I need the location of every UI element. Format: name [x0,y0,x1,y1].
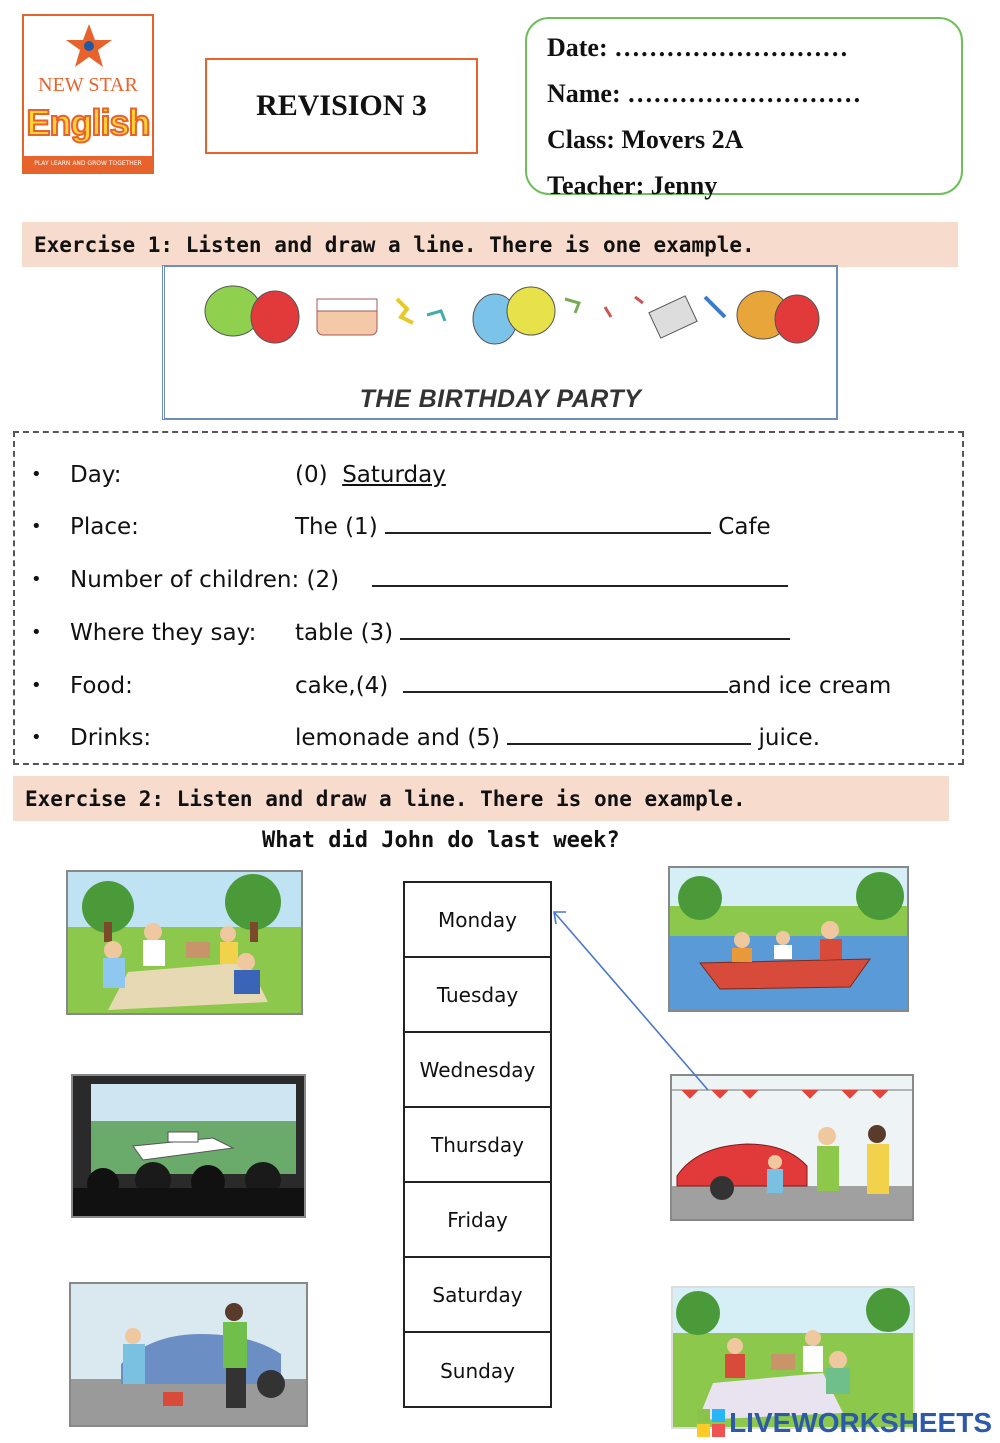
exercise2-heading: Exercise 2: Listen and draw a line. There is one example. [13,776,949,821]
party-details-list [13,431,964,765]
day-monday[interactable]: Monday [405,883,550,958]
cinema-picture[interactable] [71,1074,306,1218]
example-answer-line [540,900,720,1100]
birthday-banner [162,265,838,420]
days-column [403,881,552,1408]
answer-blank-1[interactable] [385,508,711,534]
student-info-box [525,17,963,200]
liveworksheets-logo-icon [697,1409,725,1437]
logo-tagline: PLAY LEARN AND GROW TOGETHER [24,156,152,172]
day-tuesday[interactable]: Tuesday [405,958,550,1033]
day-friday[interactable]: Friday [405,1183,550,1258]
star-icon [64,22,114,72]
car-wash-picture[interactable] [69,1282,308,1427]
list-item: • Where they say: table (3) [15,613,962,653]
answer-blank-5[interactable] [507,719,751,745]
list-item: • Food: cake,(4) and ice cream [15,666,962,706]
answer-blank-3[interactable] [400,614,790,640]
party-decorations-image [165,267,837,382]
day-thursday[interactable]: Thursday [405,1108,550,1183]
banner-title: THE BIRTHDAY PARTY [359,385,642,413]
page-title: REVISION 3 [205,58,478,154]
date-field[interactable]: Date: ……………………… [547,33,849,62]
watermark: LIVEWORKSHEETS [697,1407,992,1439]
logo [22,14,154,174]
name-field[interactable]: Name: ……………………… [547,79,862,108]
answer-blank-2[interactable] [372,561,788,587]
logo-brand: NEW STAR [38,74,138,96]
day-saturday[interactable]: Saturday [405,1258,550,1333]
exercise1-heading: Exercise 1: Listen and draw a line. There is one example. [22,222,958,267]
example-answer: Saturday [342,462,446,488]
logo-word: English [26,102,150,143]
day-wednesday[interactable]: Wednesday [405,1033,550,1108]
teacher-line: Teacher: Jenny [547,171,718,200]
picnic-picture[interactable] [66,870,303,1015]
exercise2-question: What did John do last week? [262,828,620,853]
list-item: • Number of children: (2) [15,560,962,600]
class-line: Class: Movers 2A [547,125,744,154]
answer-blank-4[interactable] [403,667,728,693]
day-sunday[interactable]: Sunday [440,1358,515,1383]
list-item: • Drinks: lemonade and (5) juice. [15,718,962,758]
list-item: • Place: The (1) Cafe [15,507,962,547]
list-item: • Day: (0) Saturday [31,462,446,488]
